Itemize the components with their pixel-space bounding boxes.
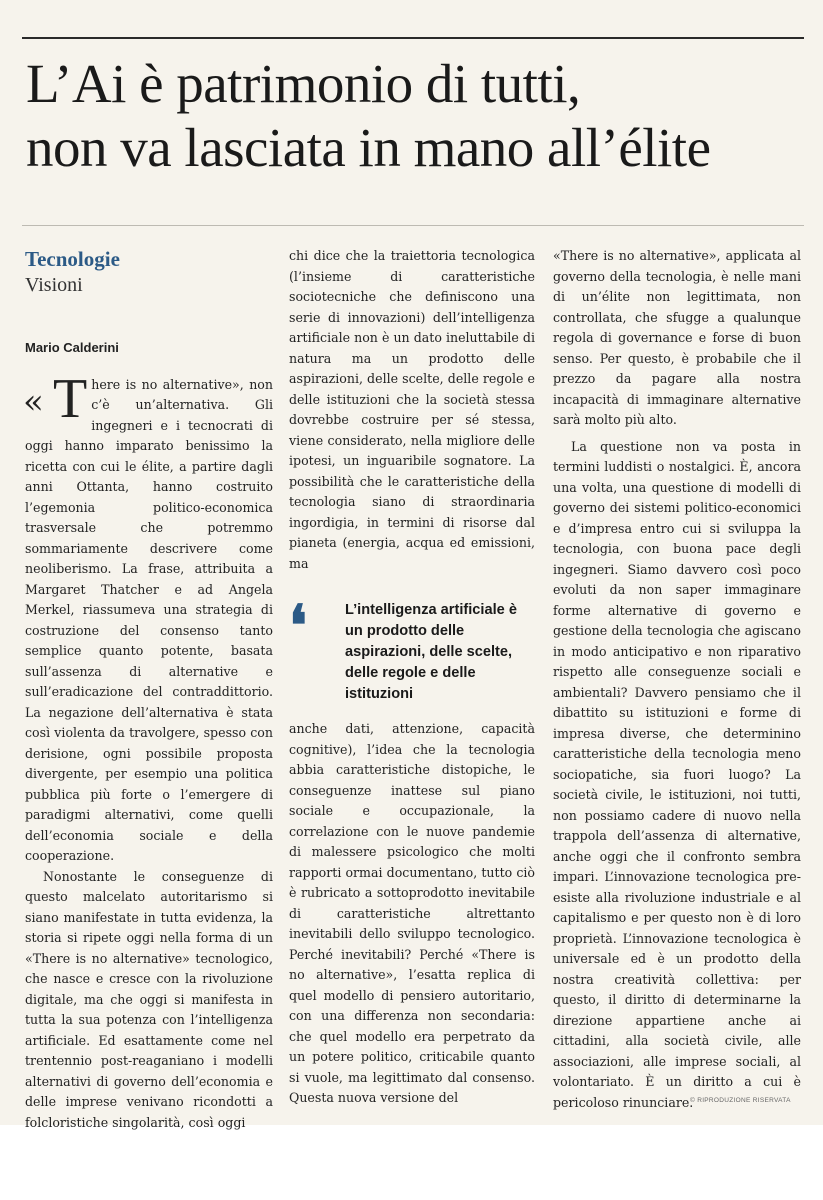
headline-line-1: L’Ai è patrimonio di tutti, (26, 53, 581, 114)
column-3-paragraph-1: «There is no alternative», applicata al governo della tecnologia, è nelle mani di un’élite non legittimata, non controllata, che sfugge a qualunque regola di governance e forse di buon senso. Per questo, è probabile che il prezzo da pagare alla nostra incapacità di immaginare alternative sarà molto più alto. (553, 248, 801, 427)
column-2-top-text: chi dice che la traiettoria tecnologica (l’insieme di caratteristiche sociotecniche che definiscono una serie di innovazioni) dell’intelligenza artificiale non è un dato ineluttabile di natura ma un prodotto delle aspirazioni, delle scelte, delle regole e delle istituzioni che la società stessa dovrebbe costruire per sé stessa, viene considerato, nella migliore delle ipotesi, un inguaribile sognatore. La possibilità che le caratteristiche della tecnologia siano di straordinaria ingordigia, in termini di risorse dal pianeta (energia, acqua ed emissioni, ma (289, 248, 535, 571)
pull-quote-text: L’intelligenza artificiale è un prodotto delle aspirazioni, delle scelte, delle regole e delle istituzioni (345, 602, 517, 702)
headline-line-2: non va lasciata in mano all’élite (26, 117, 711, 178)
copyright-notice: © RIPRODUZIONE RISERVATA (690, 1097, 791, 1104)
headline (26, 52, 806, 180)
drop-cap: T (53, 367, 88, 430)
section-label: Tecnologie (25, 247, 120, 271)
pull-quote (289, 593, 537, 705)
subsection-label: Visioni (25, 274, 83, 296)
author-byline: Mario Calderini (25, 340, 119, 355)
paragraph-1-text: here is no alternative», non c’è un’alternativa. Gli ingegneri e i tecnocrati di oggi hanno imparato benissimo la ricetta con cui le élite, a partire dagli anni Ottanta, hanno costruito l’egemonia politico-economica trasversale che potremmo sommariamente descrivere come neoliberismo. La frase, attribuita a Margaret Thatcher e ad Angela Merkel, riassumeva una strategia di costruzione del consenso tanto semplice quanto potente, basata sull’assenza di alternative e sull’eradicazione del contraddittorio. La negazione dell’alternativa è stata così violenta da travolgere, spesso con derisione, ogni possibile proposta divergente, per esempio una politica pubblica più forte o l’emergere di paradigmi alternativi, come quelli dell’economia sociale e della cooperazione. (25, 376, 273, 863)
column-3-paragraph-2: La questione non va posta in termini luddisti o nostalgici. È, ancora una volta, una questione di modelli di governo dei sistemi politico-economici e d’impresa entro cui si sviluppa la tecnologia, con buona pace degli ingegneri. Siamo davvero così poco evoluti da non saper immaginare forme alternative di governo e gestione della tecnologia che agiscano in modo anticipativo e non riparativo rispetto alle conseguenze sociali e ambientali? Davvero pensiamo che il dibattito su istituzioni e forme di impresa diverse, che determinino caratteristiche della tecnologia meno sociopatiche, sia fuori luogo? La società civile, le istituzioni, noi tutti, non possiamo cadere di nuovo nella trappola dell’assenza di alternative, anche oggi che il confronto sembra impari. L’innovazione tecnologica pre-esiste alla rivoluzione industriale e al capitalismo e per questo non è di loro proprietà. L’innovazione tecnologica è universale ed è un prodotto della nostra creatività collettiva: per questo, il diritto di determinarne la direzione appartiene anche ai cittadini, alla società civile, alle associazioni, alle imprese sociali, al volontariato. È un diritto a cui è pericoloso rinunciare. (553, 438, 801, 1110)
quote-mark-icon: ❛ (289, 593, 308, 659)
column-2-bottom (289, 719, 535, 1109)
headline-divider (22, 225, 804, 226)
column-2-bottom-text: anche dati, attenzione, capacità cognitive), l’idea che la tecnologia abbia caratteristiche distopiche, le conseguenze inattese sul piano sociale e occupazionale, la correlazione con le nuove pandemie di malessere psicologico che molti rapporti ormai documentano, tutto ciò è rubricato a sottoprodotto inevitabile di caratteristiche altrettanto inevitabili dello sviluppo tecnologico. Perché inevitabili? Perché «There is no alternative», l’esatta replica di quel modello di pensiero autoritario, con una differenza non secondaria: che quel modello era perpetrato da un potere politico, criticabile quanto si vuole, ma legittimato dal consenso. Questa nuova versione del (289, 721, 535, 1105)
opening-guillemet: « (23, 381, 44, 422)
column-2-top (289, 246, 535, 574)
top-rule (22, 37, 804, 39)
column-3 (553, 246, 801, 1113)
column-1 (25, 246, 273, 1133)
opening-paragraph (23, 367, 273, 867)
paragraph-2: Nonostante le conseguenze di questo malcelato autoritarismo si siano manifestate in tutta evidenza, la storia si ripete oggi nella forma di un «There is no alternative» tecnologico, che nasce e cresce con la rivoluzione digitale, ma che oggi si manifesta in tutta la sua potenza con l’intelligenza artificiale. Ed esattamente come nel trentennio post-reaganiano i modelli alternativi di governo dell’economia e delle imprese venivano ricondotti a folcloristiche singolarità, così oggi (25, 868, 273, 1130)
